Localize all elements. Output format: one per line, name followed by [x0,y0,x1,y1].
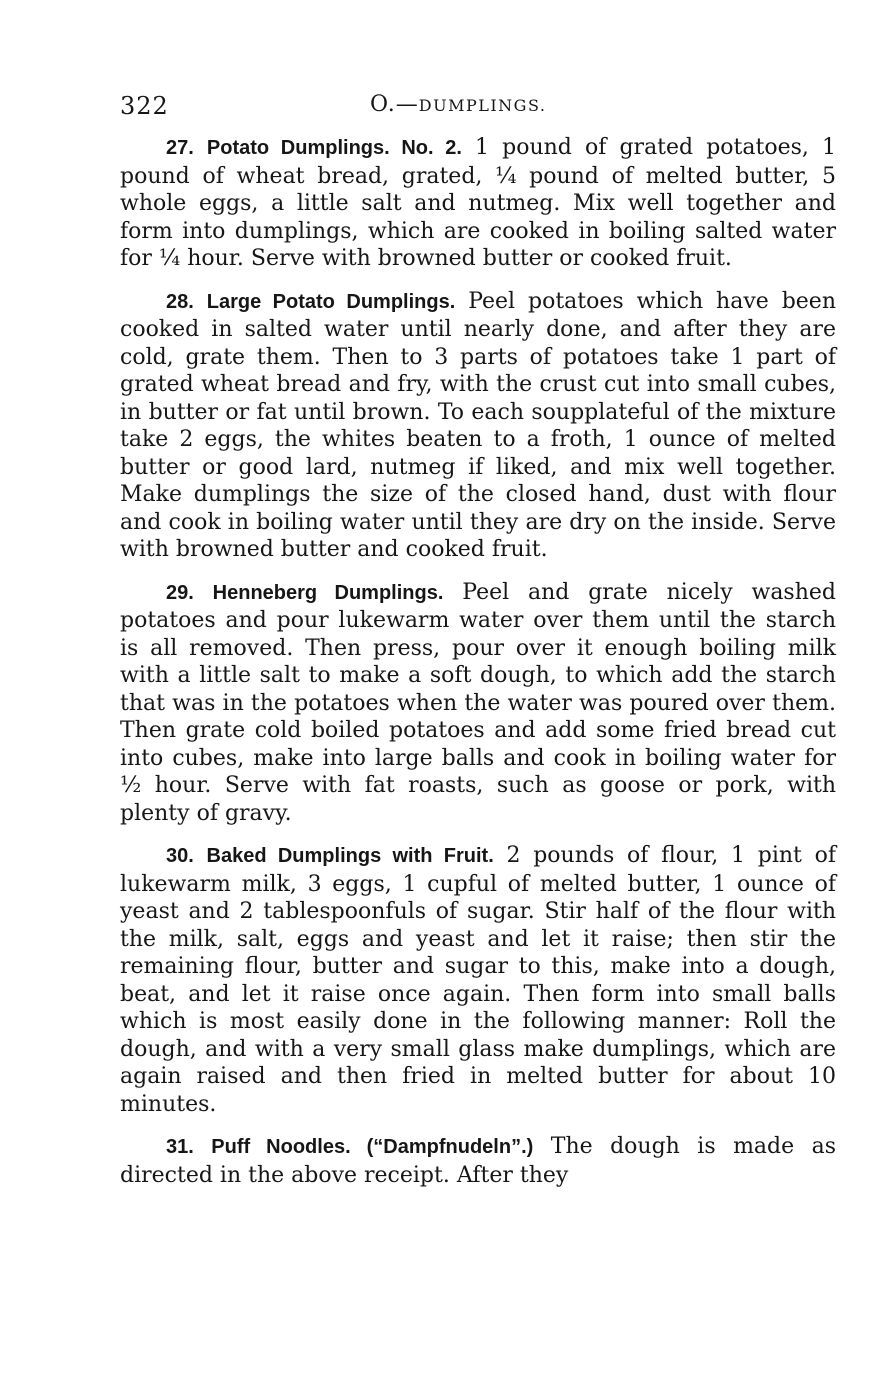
page-number: 322 [120,92,169,120]
recipe-number: 31. [166,1136,194,1158]
recipe-paragraph [120,134,836,273]
recipe-text: Peel potatoes which have been cooked in salted water until nearly done, and after they are cold, grate them. Then to 3 parts of potatoes take 1 part of grated wheat bread and fry, with the crust cut into small cubes, in butter or fat until brown. To each soupplateful of the mixture take 2 eggs, the whites beaten to a froth, 1 ounce of melted butter or good lard, nutmeg if liked, and mix well together. Make dumplings the size of the closed hand, dust with flour and cook in boiling water until they are dry on the inside. Serve with browned butter and cooked fruit. [120,288,836,562]
recipe-number: 29. [166,581,194,604]
recipe-paragraph [120,1133,836,1189]
recipe-title: Baked Dumplings with Fruit. [206,845,494,867]
recipe-text: The dough is made as directed in the above receipt. After they [120,1134,837,1188]
recipe-number: 30. [166,845,194,867]
recipe-title: Potato Dumplings. No. 2. [206,137,462,159]
recipe-text: 2 pounds of flour, 1 pint of lukewarm milk, 3 eggs, 1 cupful of melted butter, 1 ounce of yeast and 2 tablespoonfuls of sugar. Stir half of the flour with the milk, salt, eggs and yeast and let it raise; then stir the remaining flour, butter and sugar to this, make into a dough, beat, and let it raise once again. Then form into small balls which is most easily done in the following manner: Roll the dough, and with a very small glass make dumplings, which are again raised and then fried in melted butter for about 10 minutes. [120,843,836,1117]
recipe-title: Large Potato Dumplings. [206,290,456,313]
chapter-name: DUMPLINGS. [418,96,547,115]
chapter-prefix: O.— [370,92,419,117]
book-page [120,92,836,1204]
chapter-title [370,92,546,117]
recipe-number: 28. [166,290,194,313]
recipe-text: Peel and grate nicely washed potatoes and pour lukewarm water over them until the starch is all removed. Then press, pour over it enough boiling milk with a little salt to make a soft dough, to which add the starch that was in the potatoes when the water was poured over them. Then grate cold boiled potatoes and add some fried bread cut into cubes, make into large balls and cook in boiling water for ½ hour. Serve with fat roasts, such as goose or pork, with plenty of gravy. [120,579,836,826]
recipe-title: Henneberg Dumplings. [212,581,444,604]
recipe-number: 27. [166,137,194,159]
recipe-title: Puff Noodles. (“Dampfnudeln”.) [211,1136,534,1158]
running-head [120,92,836,128]
recipe-text: 1 pound of grated potatoes, 1 pound of wheat bread, grated, ¼ pound of melted butter, 5 whole eggs, a little salt and nutmeg. Mix well together and form into dumplings, which are cooked in boiling salted water for ¼ hour. Serve with browned butter or cooked fruit. [120,135,837,271]
recipe-paragraph [120,842,836,1118]
recipe-paragraph [120,288,836,564]
recipe-paragraph [120,579,836,828]
